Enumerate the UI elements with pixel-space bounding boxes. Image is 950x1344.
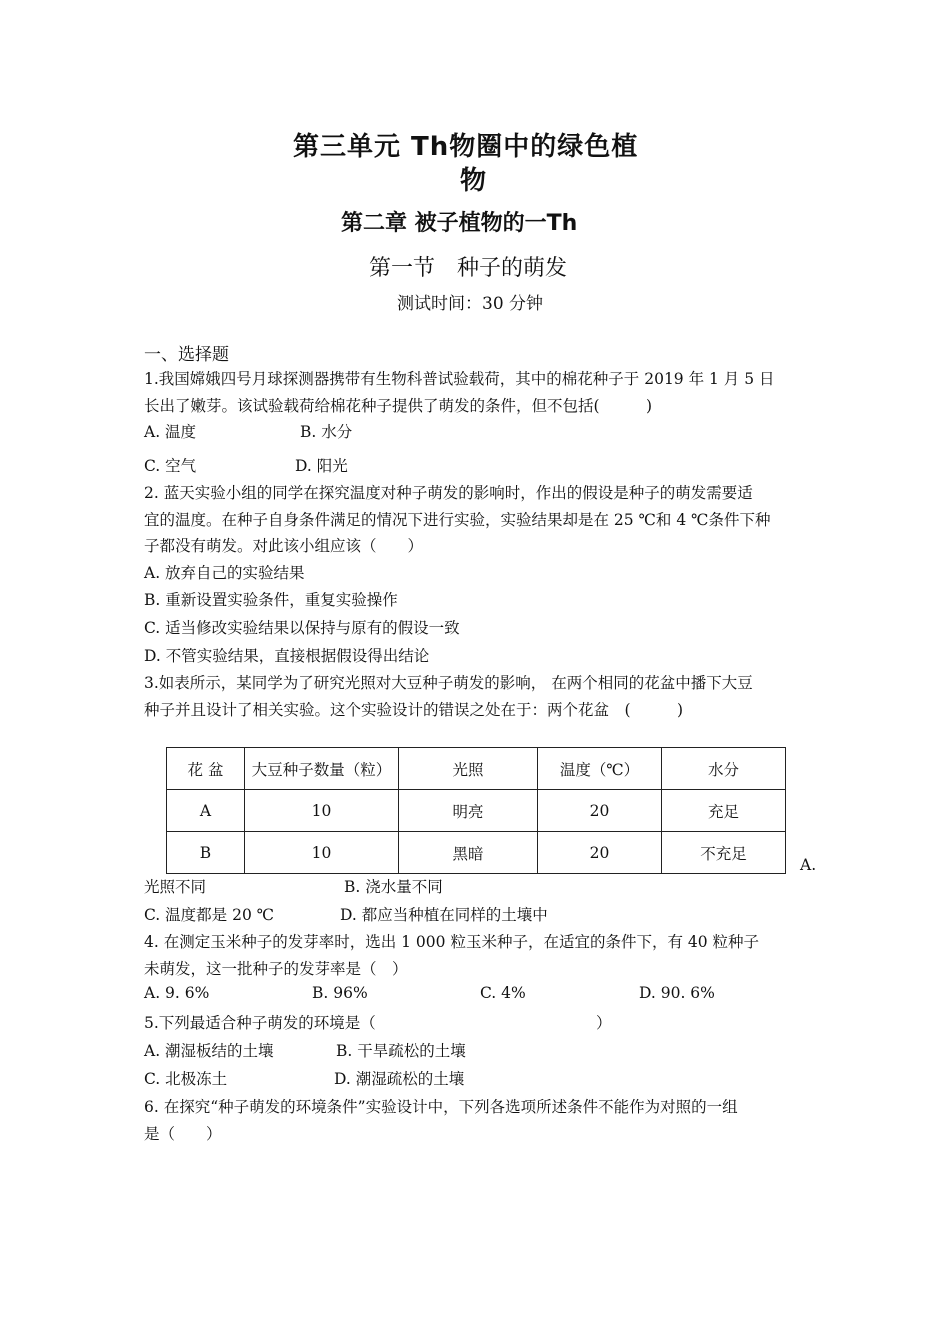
- q4-option-b: B. 96%: [312, 984, 368, 1002]
- page-title-line2: 物: [460, 166, 488, 196]
- q4-line2: 未萌发，这一批种子的发芽率是（ ）: [144, 960, 408, 978]
- q1-option-b: B. 水分: [300, 423, 353, 441]
- table-row: [167, 790, 786, 832]
- q3-line2: 种子并且设计了相关实验。这个实验设计的错误之处在于：两个花盆 ( ): [144, 701, 684, 719]
- q6-line1: 6. 在探究“种子萌发的环境条件”实验设计中，下列各选项所述条件不能作为对照的一组: [144, 1098, 738, 1116]
- q3-option-a: 光照不同: [144, 878, 207, 896]
- q4-option-d: D. 90. 6%: [639, 984, 715, 1002]
- table-cell: 20: [538, 790, 662, 832]
- table-header-cell: 光照: [399, 748, 538, 790]
- q2-option-c: C. 适当修改实验结果以保持与原有的假设一致: [144, 619, 460, 637]
- q2-line3: 子都没有萌发。对此该小组应该（ ）: [144, 537, 424, 555]
- q2-option-b: B. 重新设置实验条件，重复实验操作: [144, 591, 398, 609]
- q3-option-a-prefix: A.: [800, 856, 817, 874]
- q3-option-c: C. 温度都是 20 ℃: [144, 906, 275, 924]
- table-cell: 明亮: [399, 790, 538, 832]
- table-header-row: [167, 748, 786, 790]
- q4-option-a: A. 9. 6%: [144, 984, 210, 1002]
- q4-option-c: C. 4%: [480, 984, 526, 1002]
- q2-line1: 2. 蓝天实验小组的同学在探究温度对种子萌发的影响时，作出的假设是种子的萌发需要适: [144, 484, 753, 502]
- q1-line1: 1.我国嫦娥四号月球探测器携带有生物科普试验载荷，其中的棉花种子于 2019 年 1 月 5 日: [144, 370, 775, 388]
- test-time: 测试时间：30 分钟: [397, 294, 544, 314]
- q3-option-d: D. 都应当种植在同样的土壤中: [340, 906, 548, 924]
- q5-option-b: B. 干旱疏松的土壤: [336, 1042, 466, 1060]
- table-header-cell: 水分: [662, 748, 786, 790]
- q5-option-a: A. 潮湿板结的土壤: [144, 1042, 274, 1060]
- q1-option-a: A. 温度: [144, 423, 197, 441]
- q3-option-b: B. 浇水量不同: [344, 878, 443, 896]
- chapter-title: 第二章 被子植物的一Th: [341, 211, 578, 236]
- table-cell: 10: [245, 832, 399, 874]
- q1-option-d: D. 阳光: [295, 457, 348, 475]
- q5-line1: 5.下列最适合种子萌发的环境是（: [144, 1014, 376, 1032]
- table-row: [167, 832, 786, 874]
- q5-close-paren: ）: [596, 1014, 612, 1032]
- q1-line2: 长出了嫩芽。该试验载荷给棉花种子提供了萌发的条件，但不包括( ): [144, 397, 653, 415]
- table-header-cell: 大豆种子数量（粒）: [245, 748, 399, 790]
- q5-option-c: C. 北极冻土: [144, 1070, 228, 1088]
- q2-option-d: D. 不管实验结果，直接根据假设得出结论: [144, 647, 430, 665]
- q1-option-c: C. 空气: [144, 457, 197, 475]
- table-cell: 充足: [662, 790, 786, 832]
- q5-option-d: D. 潮湿疏松的土壤: [334, 1070, 465, 1088]
- table-cell: B: [167, 832, 245, 874]
- table-header-cell: 温度（℃）: [538, 748, 662, 790]
- table-cell: 不充足: [662, 832, 786, 874]
- page-title-line1: 第三单元 Th物圈中的绿色植: [293, 132, 639, 162]
- q4-line1: 4. 在测定玉米种子的发芽率时，选出 1 000 粒玉米种子，在适宜的条件下，有 40 粒种子: [144, 933, 760, 951]
- table-cell: A: [167, 790, 245, 832]
- table-cell: 20: [538, 832, 662, 874]
- q2-line2: 宜的温度。在种子自身条件满足的情况下进行实验，实验结果却是在 25 ℃和 4 ℃条件下种: [144, 511, 771, 529]
- experiment-table: [166, 747, 786, 874]
- table-header-cell: 花 盆: [167, 748, 245, 790]
- section-title: 第一节 种子的萌发: [369, 256, 568, 281]
- table-cell: 10: [245, 790, 399, 832]
- q2-option-a: A. 放弃自己的实验结果: [144, 564, 305, 582]
- q3-line1: 3.如表所示，某同学为了研究光照对大豆种子萌发的影响， 在两个相同的花盆中播下大豆: [144, 674, 753, 692]
- table-cell: 黑暗: [399, 832, 538, 874]
- part-heading: 一、选择题: [144, 345, 229, 365]
- q6-line2: 是（ ）: [144, 1125, 222, 1143]
